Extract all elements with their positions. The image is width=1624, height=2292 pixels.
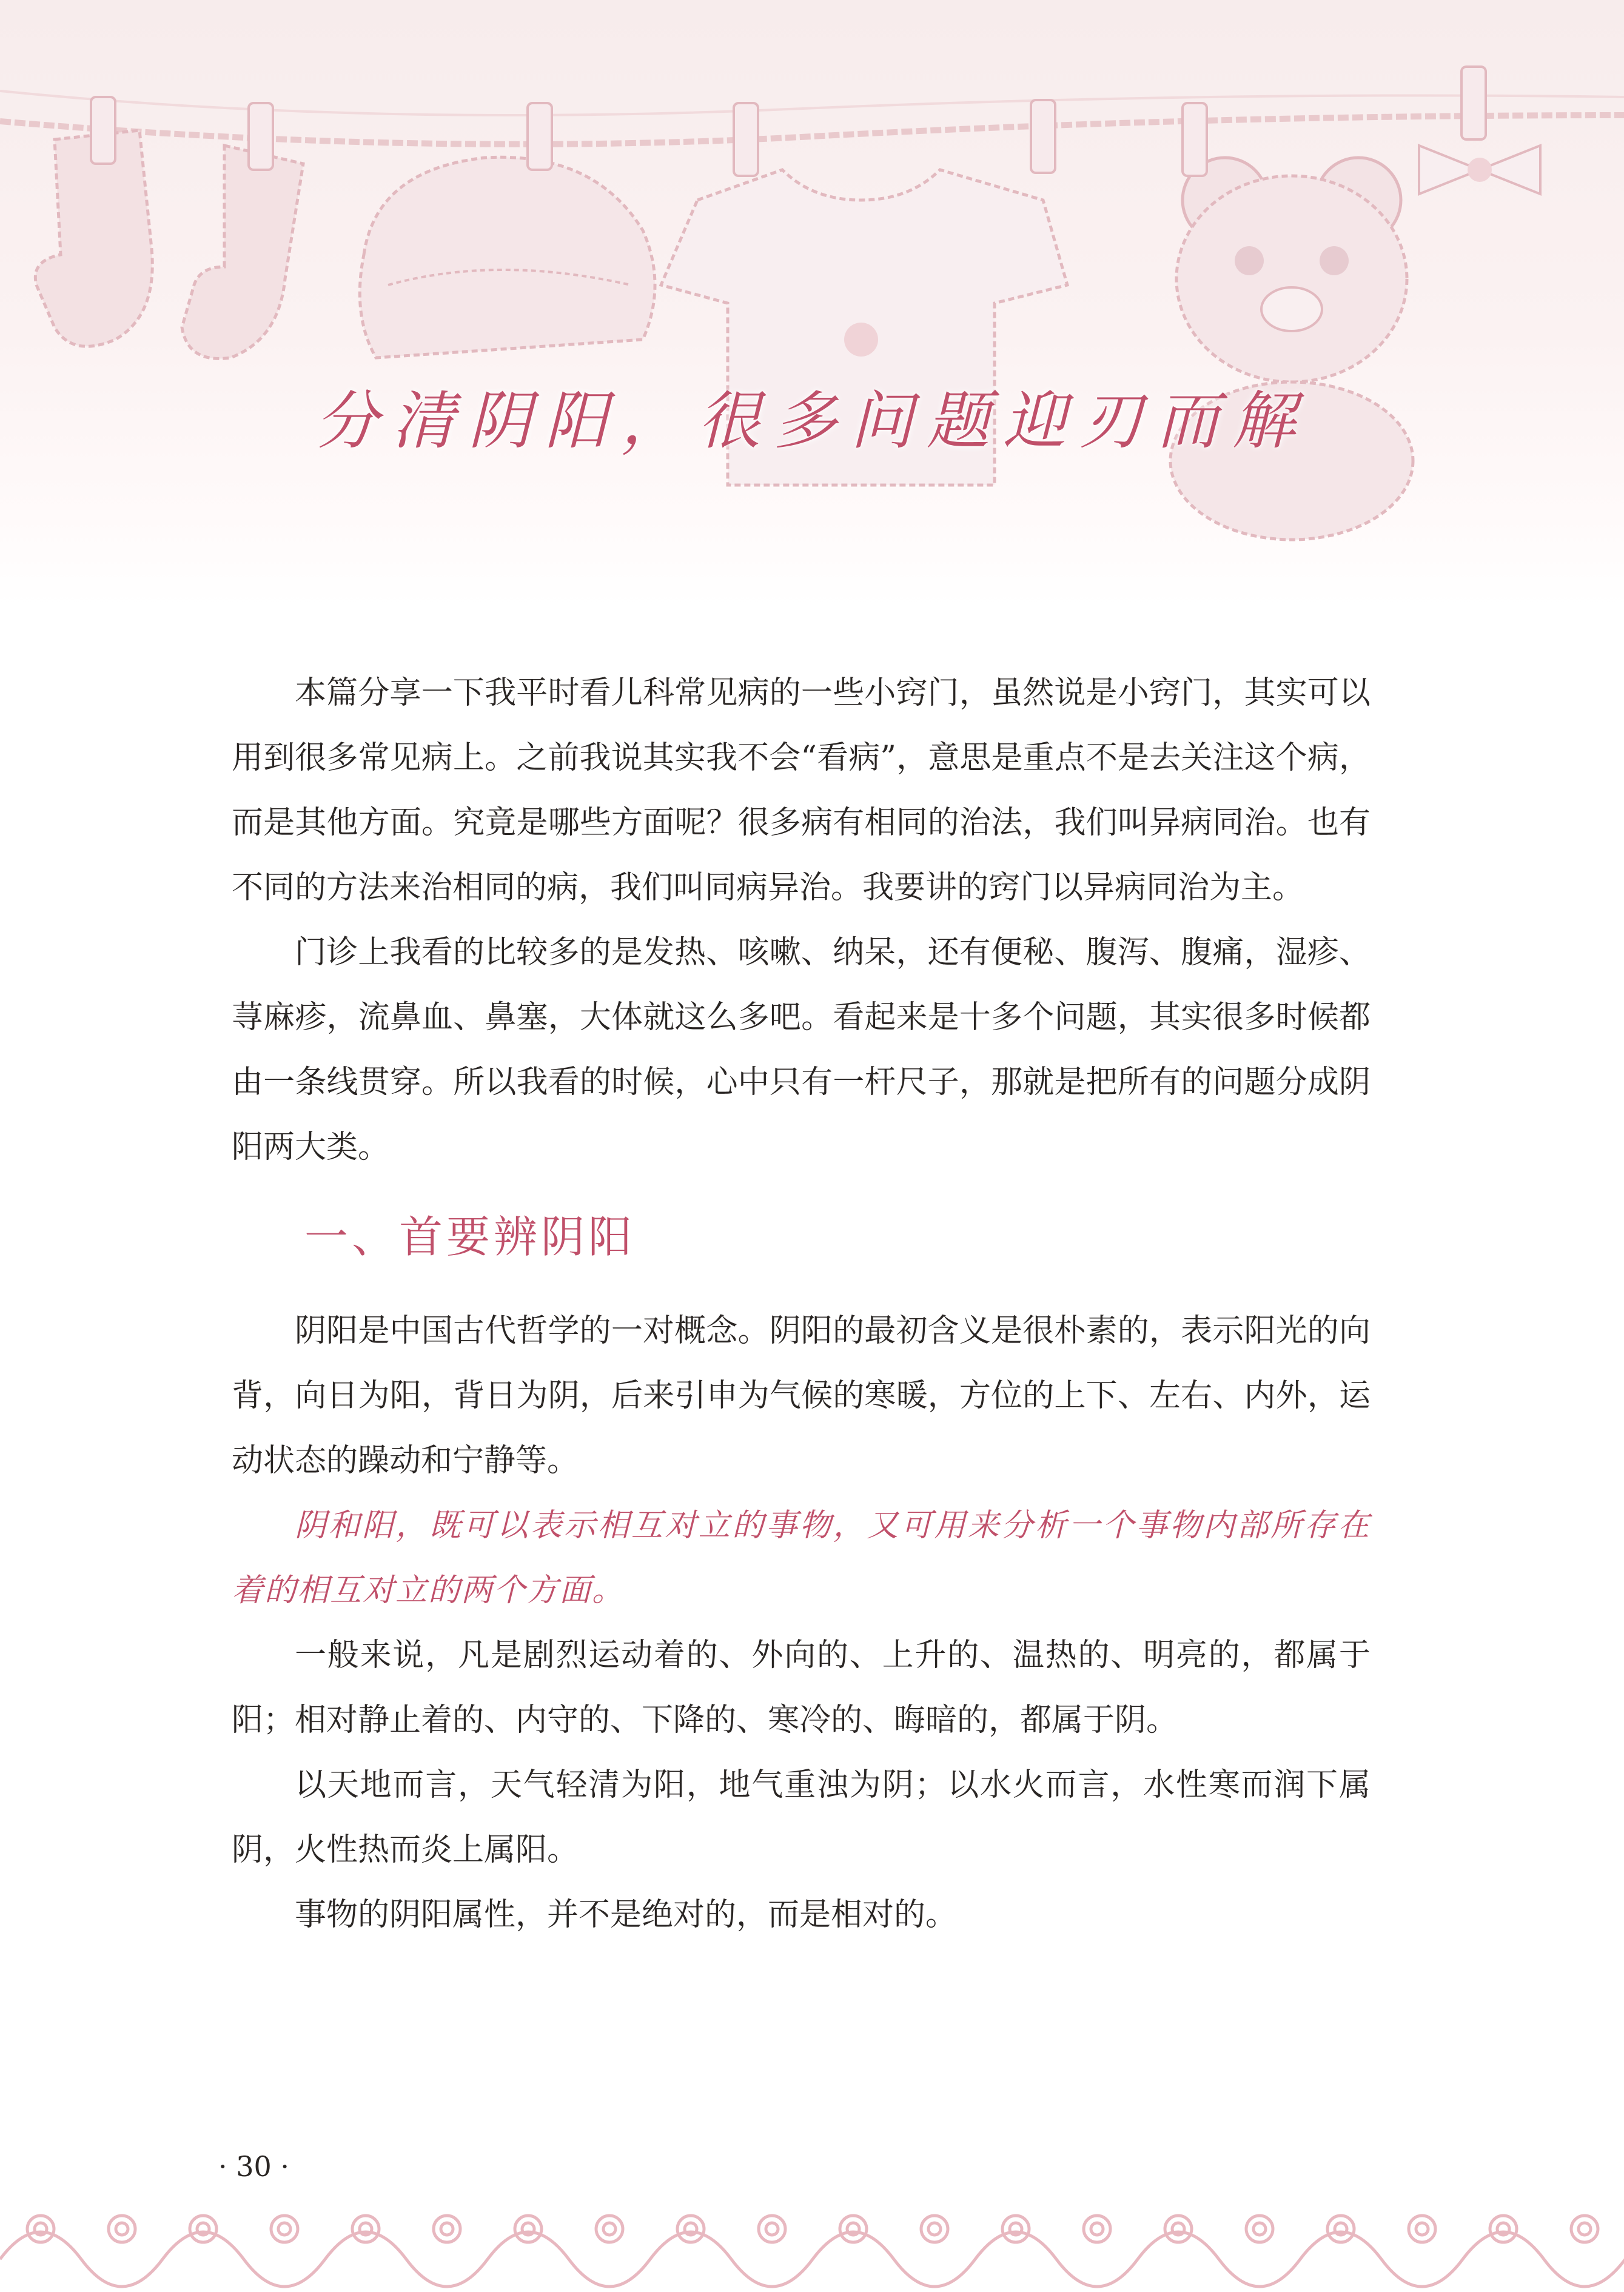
highlight-paragraph: 阴和阳，既可以表示相互对立的事物，又可用来分析一个事物内部所存在着的相互对立的两个方面。 (232, 1507, 1371, 1609)
body-paragraph-1: 阴阳是中国古代哲学的一对概念。阴阳的最初含义是很朴素的，表示阳光的向背，向日为阳，背日为阴，后来引申为气候的寒暖，方位的上下、左右、内外，运动状态的躁动和宁静等。 (232, 1313, 1371, 1479)
body-paragraph-3: 以天地而言，天气轻清为阳，地气重浊为阴；以水火而言，水性寒而润下属阴，火性热而炎上属阳。 (232, 1767, 1371, 1868)
intro-paragraph-1: 本篇分享一下我平时看儿科常见病的一些小窍门，虽然说是小窍门，其实可以用到很多常见病上。之前我说其实我不会“看病”，意思是重点不是去关注这个病，而是其他方面。究竟是哪些方面呢？很多病有相同的治法，我们叫异病同治。也有不同的方法来治相同的病，我们叫同病异治。我要讲的窍门以异病同治为主。 (232, 675, 1371, 906)
body-paragraph-4: 事物的阴阳属性，并不是绝对的，而是相对的。 (295, 1897, 958, 1933)
sock-icon (35, 97, 152, 346)
bow-icon (1419, 67, 1540, 194)
page-number: · 30 · (218, 2150, 290, 2183)
swirl-border (0, 2180, 1624, 2292)
teddy-bear-icon (1170, 103, 1413, 540)
page-title: 分清阴阳，很多问题迎刃而解 (315, 384, 1309, 458)
header-illustration (0, 0, 1624, 606)
intro-paragraph-2: 门诊上我看的比较多的是发热、咳嗽、纳呆，还有便秘、腹泻、腹痛，湿疹、荨麻疹，流鼻血、鼻塞，大体就这么多吧。看起来是十多个问题，其实很多时候都由一条线贯穿。所以我看的时候，心中只有一杆尺子，那就是把所有的问题分成阴阳两大类。 (232, 934, 1371, 1165)
clothesline-illustration (0, 0, 1624, 606)
body-paragraph-2: 一般来说，凡是剧烈运动着的、外向的、上升的、温热的、明亮的，都属于阳；相对静止着的、内守的、下降的、寒冷的、晦暗的，都属于阴。 (232, 1637, 1371, 1738)
main-content (232, 661, 1371, 1948)
section-heading: 一、首要辨阴阳 (304, 1211, 636, 1262)
